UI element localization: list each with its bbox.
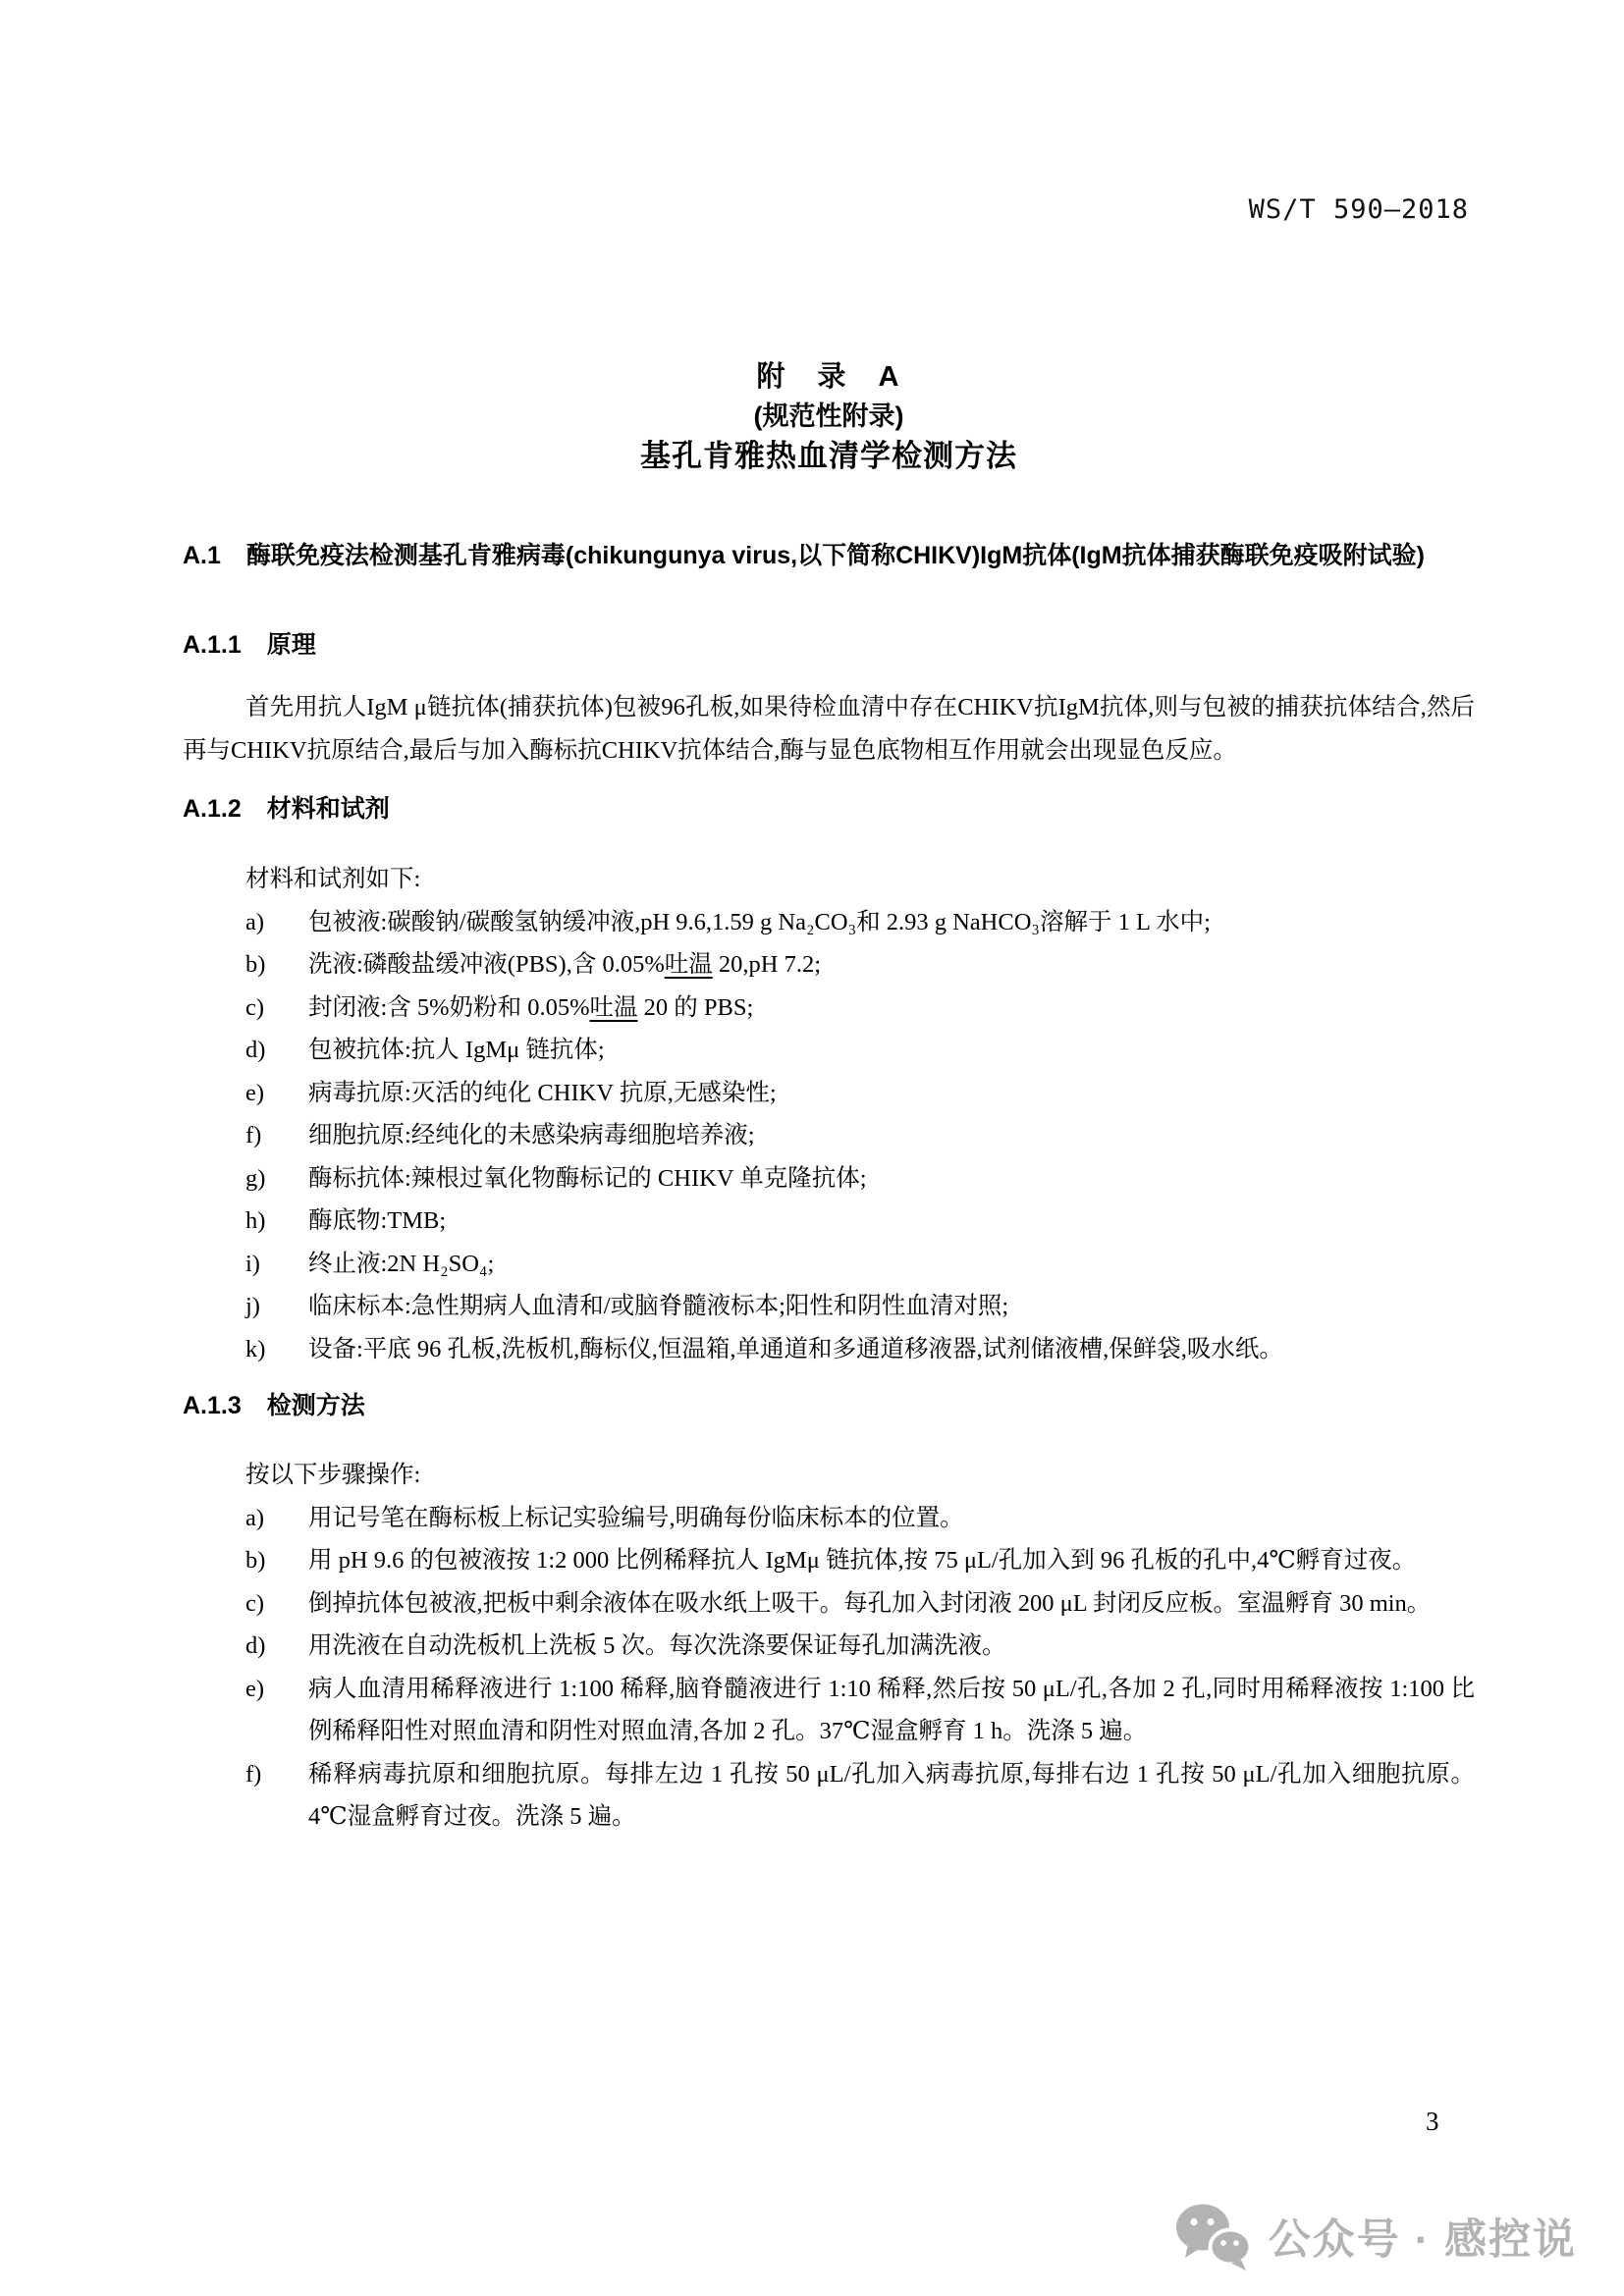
list-item-text: 包被液:碳酸钠/碳酸氢钠缓冲液,pH 9.6,1.59 g Na₂CO₃和 2.93 g NaHCO₃溶解于 1 L 水中; [308,908,1211,935]
list-item [183,1285,1475,1328]
list-item-marker: d) [245,1037,266,1063]
section-a12-heading [183,793,1475,825]
materials-list [183,901,1475,1371]
list-item [183,1497,1475,1540]
list-item [183,1625,1475,1668]
procedure-list [183,1497,1475,1839]
list-item-marker: i) [245,1250,260,1277]
list-item [183,943,1475,987]
section-a12-number: A.1.2 [183,795,242,823]
list-item-text: 临床标本:急性期病人血清和/或脑脊髓液标本;阳性和阴性血清对照; [308,1293,1009,1319]
list-item-text: 用洗液在自动洗板机上洗板 5 次。每次洗涤要保证每孔加满洗液。 [308,1632,1006,1659]
list-item-marker: a) [245,908,265,935]
standard-code: WS/T 590—2018 [1248,194,1469,225]
list-item-text: 酶标抗体:辣根过氧化物酶标记的 CHIKV 单克隆抗体; [308,1164,867,1192]
section-a12-intro: 材料和试剂如下: [245,866,421,892]
appendix-title: 基孔肯雅热血清学检测方法 [640,439,1017,473]
section-a1-heading [183,538,1475,574]
list-item-marker: c) [245,1589,265,1617]
list-item [183,1539,1475,1582]
list-item-marker: g) [245,1164,266,1192]
list-item-marker: c) [245,993,265,1021]
underlined-term: 吐温 [589,993,638,1021]
list-item [183,1072,1475,1115]
underlined-term: 吐温 [664,951,713,978]
list-item-text: 包被抗体:抗人 IgMμ 链抗体; [308,1037,605,1063]
section-a13-number: A.1.3 [183,1392,242,1419]
section-a1-number: A.1 [183,542,221,569]
appendix-title-block [183,357,1475,477]
list-item-marker: b) [245,1547,266,1574]
list-item-marker: k) [245,1335,266,1362]
appendix-type-note: (规范性附录) [753,401,904,431]
list-item-marker: f) [245,1760,262,1788]
list-item-text: 设备:平底 96 孔板,洗板机,酶标仪,恒温箱,单通道和多通道移液器,试剂储液槽,保鲜袋,吸水纸。 [308,1335,1283,1362]
wechat-icon [1172,2201,1255,2271]
list-item [183,1029,1475,1072]
section-a13-title: 检测方法 [266,1392,365,1419]
appendix-label: 附 录 A [756,361,901,393]
section-a12-title: 材料和试剂 [266,795,390,823]
list-item-text: 病毒抗原:灭活的纯化 CHIKV 抗原,无感染性; [308,1079,777,1106]
list-item [183,1582,1475,1626]
list-item-text: 用记号笔在酶标板上标记实验编号,明确每份临床标本的位置。 [308,1504,964,1531]
list-item-marker: h) [245,1207,266,1234]
list-item-text: 封闭液:含 5%奶粉和 0.05%吐温 20 的 PBS; [308,993,754,1021]
list-item [183,1668,1475,1753]
section-a11-title: 原理 [266,631,316,659]
list-item [183,901,1475,944]
list-item-marker: d) [245,1632,266,1659]
list-item-marker: b) [245,951,266,978]
section-a11-paragraph: 首先用抗人IgM μ链抗体(捕获抗体)包被96孔板,如果待检血清中存在CHIKV抗IgM抗体,则与包被的捕获抗体结合,然后再与CHIKV抗原结合,最后与加入酶标抗CHIKV抗体结合,酶与显色底物相互作用就会出现显色反应。 [183,694,1475,764]
list-item-marker: j) [245,1293,260,1319]
list-item-text: 酶底物:TMB; [308,1207,447,1234]
list-item-text: 终止液:2N H₂SO₄; [308,1250,495,1277]
list-item-text: 洗液:磷酸盐缓冲液(PBS),含 0.05%吐温 20,pH 7.2; [308,951,821,978]
list-item-marker: a) [245,1504,265,1531]
watermark [1172,2201,1577,2271]
list-item [183,1200,1475,1243]
list-item [183,1753,1475,1839]
list-item [183,1157,1475,1201]
list-item-marker: e) [245,1079,265,1106]
section-a13-intro: 按以下步骤操作: [245,1462,421,1488]
list-item [183,987,1475,1030]
list-item [183,1328,1475,1371]
page-number: 3 [1426,2107,1439,2136]
list-item-marker: e) [245,1675,265,1702]
list-item-text: 用 pH 9.6 的包被液按 1:2 000 比例稀释抗人 IgMμ 链抗体,按 75 μL/孔加入到 96 孔板的孔中,4℃孵育过夜。 [308,1547,1417,1574]
list-item-text: 稀释病毒抗原和细胞抗原。每排左边 1 孔按 50 μL/孔加入病毒抗原,每排右边 1 孔按 50 μL/孔加入细胞抗原。4℃湿盒孵育过夜。洗涤 5 遍。 [308,1760,1475,1830]
section-a11-number: A.1.1 [183,631,242,659]
list-item-marker: f) [245,1122,262,1148]
list-item-text: 倒掉抗体包被液,把板中剩余液体在吸水纸上吸干。每孔加入封闭液 200 μL 封闭反应板。室温孵育 30 min。 [308,1589,1432,1617]
list-item [183,1114,1475,1157]
watermark-text: 公众号 · 感控说 [1268,2216,1577,2264]
section-a13-heading [183,1390,1475,1421]
section-a11-heading [183,629,1475,661]
list-item [183,1243,1475,1286]
list-item-text: 病人血清用稀释液进行 1:100 稀释,脑脊髓液进行 1:10 稀释,然后按 50 μL/孔,各加 2 孔,同时用稀释液按 1:100 比例稀释阳性对照血清和阴性对照血清,各加 2 孔。37℃湿盒孵育 1 h。洗涤 5 遍。 [308,1675,1475,1744]
section-a1-title: 酶联免疫法检测基孔肯雅病毒(chikungunya virus,以下简称CHIKV)IgM抗体(IgM抗体捕获酶联免疫吸附试验) [245,542,1425,569]
document-body [183,538,1475,1839]
list-item-text: 细胞抗原:经纯化的未感染病毒细胞培养液; [308,1122,755,1148]
